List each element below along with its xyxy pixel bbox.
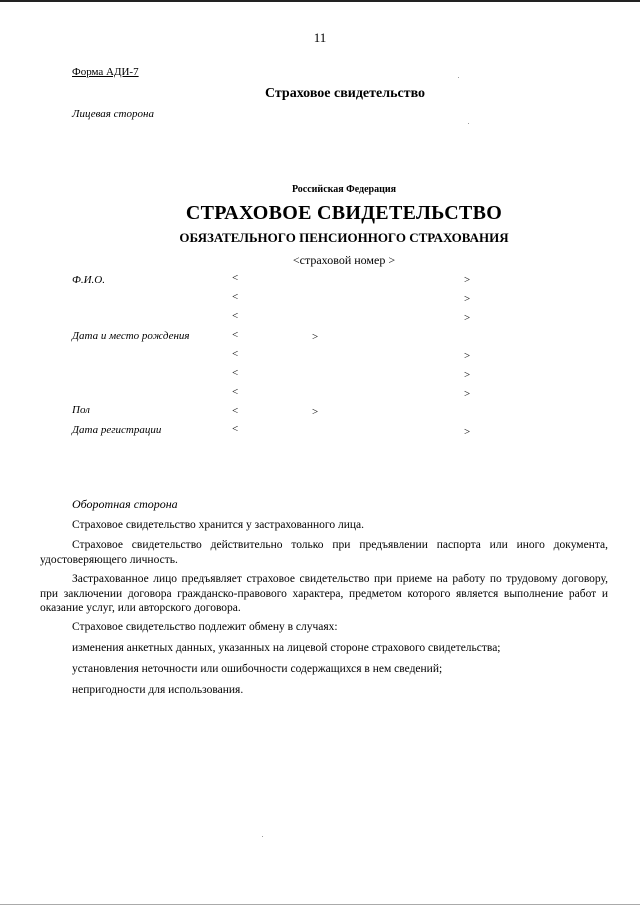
back-paragraph-1	[40, 518, 608, 533]
scan-top-border	[0, 0, 640, 2]
fio-line-1-close: >	[464, 274, 471, 286]
back-list-item-1-text: изменения анкетных данных, указанных на лицевой стороне страхового свидетельства;	[72, 642, 501, 654]
birth-date-open: <	[232, 329, 239, 341]
back-list-item-2-text: установления неточности или ошибочности содержащихся в нем сведений;	[72, 663, 443, 675]
fio-line-2-open: <	[232, 291, 239, 303]
country-heading: Российская Федерация	[291, 184, 397, 195]
form-id: Форма АДИ-7	[72, 66, 139, 78]
back-paragraph-2	[40, 538, 608, 567]
back-paragraph-4	[40, 620, 608, 635]
back-paragraph-3	[40, 572, 608, 616]
sex-open: <	[232, 405, 239, 417]
fio-line-3-close: >	[464, 312, 471, 324]
back-side-label: Оборотная сторона	[72, 497, 178, 511]
sex-label: Пол	[72, 404, 90, 416]
fio-label: Ф.И.О.	[72, 274, 105, 286]
birth-place-2-close: >	[464, 369, 471, 381]
birth-date-close: >	[312, 331, 319, 343]
fio-line-3-open: <	[232, 310, 239, 322]
back-paragraph-4-text: Страховое свидетельство подлежит обмену в случаях:	[72, 621, 338, 633]
birth-place-1-open: <	[232, 348, 239, 360]
scan-speck	[458, 77, 459, 78]
page-number: 11	[313, 30, 327, 45]
back-paragraph-3-text: Застрахованное лицо предъявляет страховое свидетельство при приеме на работу по трудовому договору, при заключении договора гражданско-правового характера, предметом которого является выполнение работ и оказание услуг, или авторского договора.	[40, 573, 608, 614]
insurance-number-placeholder: <страховой номер >	[292, 253, 396, 267]
birth-place-2-open: <	[232, 367, 239, 379]
back-paragraph-2-text: Страховое свидетельство действительно только при предъявлении паспорта или иного документа, удостоверяющего личность.	[40, 539, 608, 566]
sex-close: >	[312, 406, 319, 418]
certificate-subtitle: ОБЯЗАТЕЛЬНОГО ПЕНСИОННОГО СТРАХОВАНИЯ	[179, 230, 509, 245]
birth-label: Дата и место рождения	[72, 330, 190, 342]
birth-place-3-open: <	[232, 386, 239, 398]
scan-speck	[468, 123, 469, 124]
certificate-title: СТРАХОВОЕ СВИДЕТЕЛЬСТВО	[185, 202, 503, 224]
back-list-item-3-text: непригодности для использования.	[72, 684, 244, 696]
birth-place-3-close: >	[464, 388, 471, 400]
registration-date-close: >	[464, 426, 471, 438]
registration-date-open: <	[232, 423, 239, 435]
registration-date-label: Дата регистрации	[72, 424, 162, 436]
scan-speck	[262, 836, 263, 837]
back-list-item-2	[40, 662, 608, 677]
birth-place-1-close: >	[464, 350, 471, 362]
fio-line-1-open: <	[232, 272, 239, 284]
back-paragraph-1-text: Страховое свидетельство хранится у застрахованного лица.	[72, 519, 365, 531]
page-title: Страховое свидетельство	[264, 86, 426, 101]
back-list-item-1	[40, 641, 608, 656]
front-side-label: Лицевая сторона	[72, 108, 154, 120]
back-list-item-3	[40, 683, 608, 698]
fio-line-2-close: >	[464, 293, 471, 305]
